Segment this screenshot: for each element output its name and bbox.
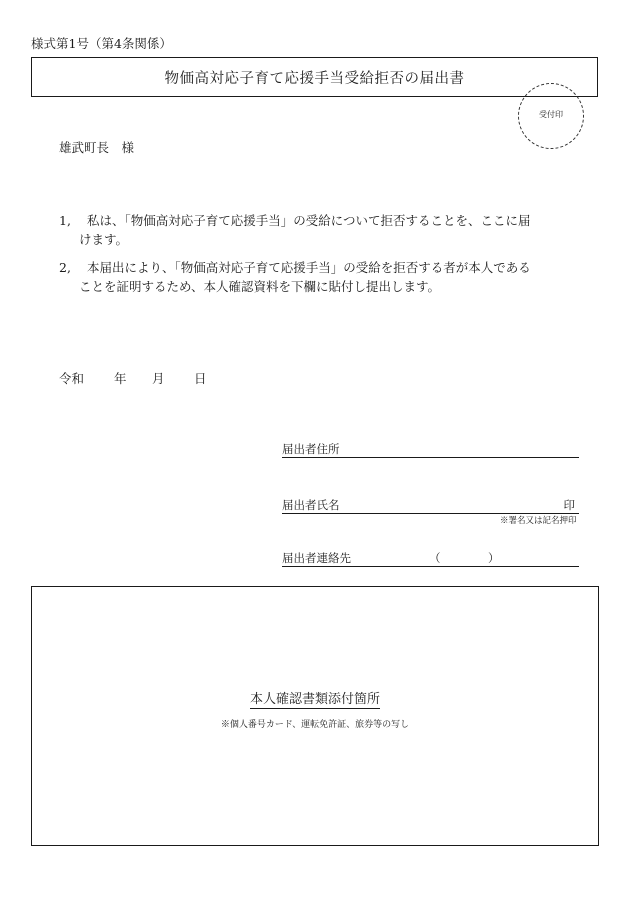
reception-stamp-label: 受付印 [539,110,563,119]
signature-note: ※署名又は記名押印 [500,516,577,526]
contact-field[interactable] [282,550,579,567]
item-text-line2: けます。 [79,232,129,247]
name-label: 届出者氏名 [282,498,340,512]
date-year: 年 [114,371,127,386]
statement-item-1 [59,211,589,251]
attachment-title [32,688,598,707]
contact-paren-close: ） [488,551,500,565]
attachment-title-text: 本人確認書類添付箇所 [249,692,380,707]
statement-item-2 [59,258,589,298]
item-text-line1: 本届出により、「物価高対応子育て応援手当」の受給を拒否する者が本人である [87,260,531,275]
attachment-note: ※個人番号カード、運転免許証、旅券等の写し [220,720,410,730]
contact-label: 届出者連絡先 [282,551,351,565]
document-title: 物価高対応子育て応援手当受給拒否の届出書 [164,70,465,87]
date-day: 日 [194,371,207,386]
date-month: 月 [152,371,165,386]
contact-paren-open: （ [429,551,441,565]
address-label: 届出者住所 [282,442,340,456]
item-text-line1: 私は、「物価高対応子育て応援手当」の受給について拒否することを、ここに届 [87,213,531,228]
title-box [31,57,598,97]
item-number: 2, [59,260,71,275]
seal-mark: 印 [563,498,575,512]
address-field[interactable] [282,441,579,458]
date-era: 令和 [59,371,85,386]
id-document-attachment-box [31,586,599,846]
item-number: 1, [59,213,71,228]
name-field[interactable] [282,497,579,514]
item-text-line2: ことを証明するため、本人確認資料を下欄に貼付し提出します。 [79,279,441,294]
addressee: 雄武町長 様 [59,140,135,155]
reception-stamp-circle [518,83,584,149]
form-number: 様式第1号（第4条関係） [31,36,172,51]
